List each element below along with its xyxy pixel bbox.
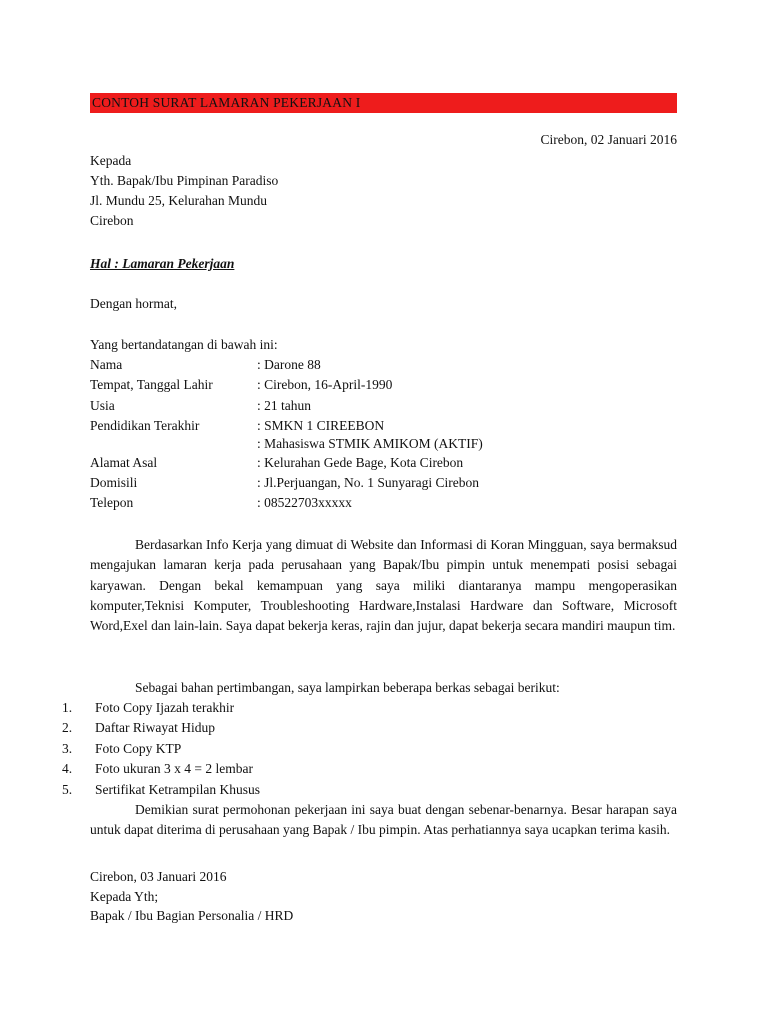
field-value: : Kelurahan Gede Bage, Kota Cirebon: [257, 455, 464, 470]
field-label: Telepon: [90, 495, 134, 510]
field-row: [90, 493, 352, 513]
paragraph-3: [90, 800, 677, 841]
paragraph-1: [90, 535, 677, 636]
letter-title: CONTOH SURAT LAMARAN PEKERJAAN I: [90, 93, 677, 113]
list-number: 4.: [62, 761, 73, 776]
field-row: [90, 375, 392, 395]
intro-line: Yang bertandatangan di bawah ini:: [90, 337, 278, 352]
recipient-line-2: Yth. Bapak/Ibu Pimpinan Paradiso: [90, 173, 279, 188]
list-item: Foto Copy KTP: [95, 741, 182, 756]
field-value: : Darone 88: [257, 357, 321, 372]
field-row: [90, 396, 311, 416]
recipient-line-1: Kepada: [90, 153, 132, 168]
list-item: Foto Copy Ijazah terakhir: [95, 700, 235, 715]
field-row: [90, 453, 463, 473]
field-value: : SMKN 1 CIREEBON: [257, 418, 385, 433]
list-number: 1.: [62, 700, 73, 715]
letter-subject: Hal : Lamaran Pekerjaan: [90, 256, 235, 271]
list-item: Foto ukuran 3 x 4 = 2 lembar: [95, 761, 253, 776]
field-label: Nama: [90, 357, 123, 372]
field-value: : Mahasiswa STMIK AMIKOM (AKTIF): [257, 436, 483, 451]
field-label: Domisili: [90, 475, 138, 490]
field-label: Pendidikan Terakhir: [90, 418, 200, 433]
field-row: [90, 434, 483, 454]
field-label: Alamat Asal: [90, 455, 158, 470]
field-row: [90, 416, 384, 436]
closing-line-2: Bapak / Ibu Bagian Personalia / HRD: [90, 908, 294, 923]
paragraph-2: Sebagai bahan pertimbangan, saya lampirkan beberapa berkas sebagai berikut:: [135, 680, 560, 695]
list-number: 2.: [62, 720, 73, 735]
paragraph-1-text: Berdasarkan Info Kerja yang dimuat di Website dan Informasi di Koran Mingguan, saya bermaksud mengajukan lamaran kerja pada perusahaan yang Bapak/Ibu pimpin untuk menempati posisi sebagai karyawan. Dengan bekal kemampuan yang saya miliki diantaranya mampu mengoperasikan komputer,Teknisi Komputer, Troubleshooting Hardware,Instalasi Hardware dan Software, Microsoft Word,Exel dan lain-lain. Saya dapat bekerja keras, rajin dan jujur, dapat bekerja secara mandiri maupun tim.: [90, 537, 677, 634]
field-label: Usia: [90, 398, 115, 413]
recipient-line-3: Jl. Mundu 25, Kelurahan Mundu: [90, 193, 267, 208]
field-value: : Cirebon, 16-April-1990: [257, 377, 393, 392]
recipient-line-4: Cirebon: [90, 213, 134, 228]
letter-date: Cirebon, 02 Januari 2016: [540, 132, 677, 147]
list-item: Sertifikat Ketrampilan Khusus: [95, 782, 260, 797]
field-value: : Jl.Perjuangan, No. 1 Sunyaragi Cirebon: [257, 475, 479, 490]
closing-date: Cirebon, 03 Januari 2016: [90, 869, 227, 884]
closing-line-1: Kepada Yth;: [90, 889, 159, 904]
paragraph-3-text: Demikian surat permohonan pekerjaan ini saya buat dengan sebenar-benarnya. Besar harapan saya untuk dapat diterima di perusahaan yang Bapak / Ibu pimpin. Atas perhatiannya saya ucapkan terima kasih.: [90, 802, 677, 838]
field-value: : 21 tahun: [257, 398, 311, 413]
list-number: 3.: [62, 741, 73, 756]
field-value: : 08522703xxxxx: [257, 495, 352, 510]
field-label: Tempat, Tanggal Lahir: [90, 377, 213, 392]
list-item: Daftar Riwayat Hidup: [95, 720, 215, 735]
list-number: 5.: [62, 782, 73, 797]
greeting: Dengan hormat,: [90, 296, 177, 311]
field-row: [90, 355, 321, 375]
field-row: [90, 473, 479, 493]
